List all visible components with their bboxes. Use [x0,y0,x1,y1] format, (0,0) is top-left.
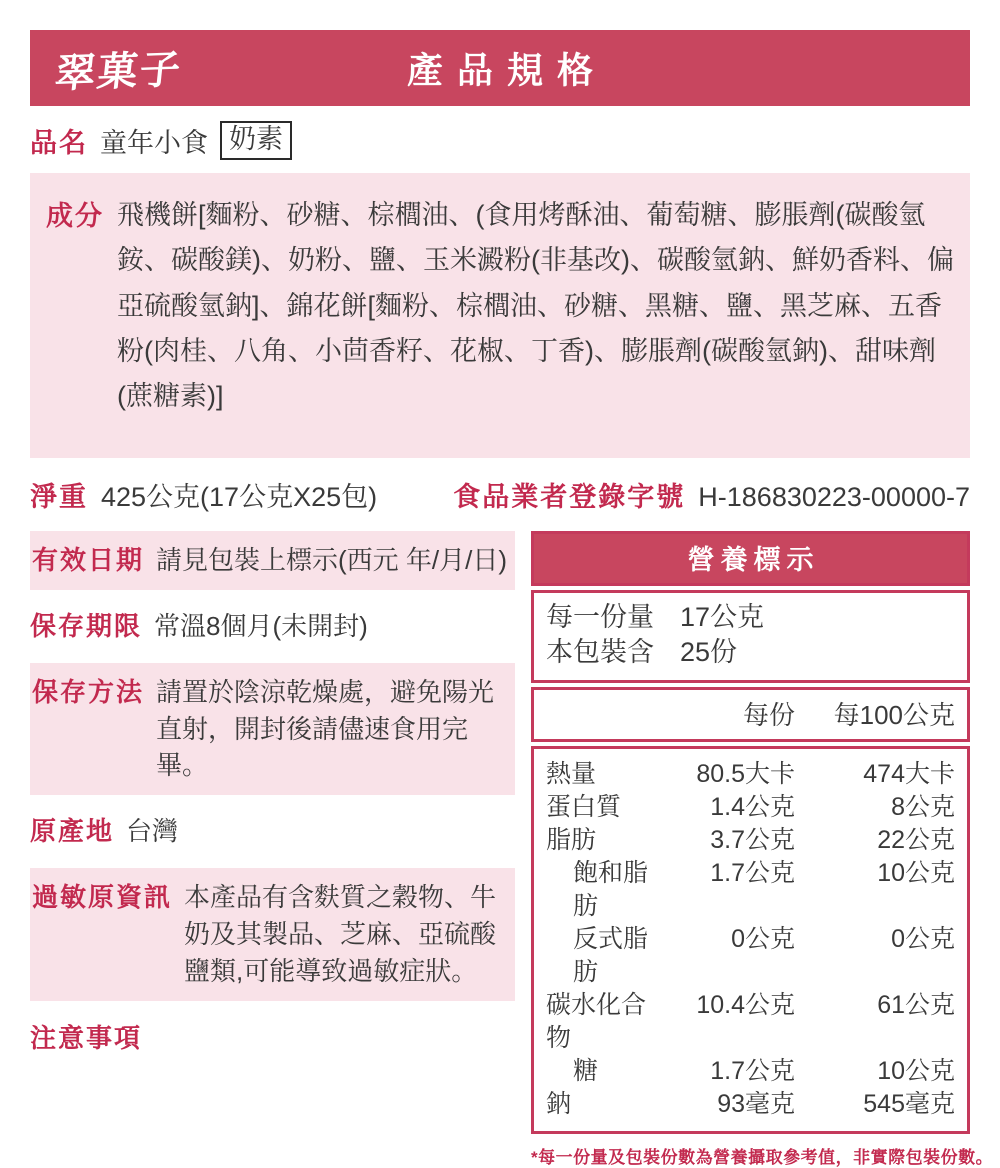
nutrient-per-serving: 1.7公克 [710,1057,795,1086]
brand-logo: 翠菓子 [52,45,185,97]
per-serving-header: 每份 [742,700,795,731]
serving-size-row [546,600,955,636]
registration-label: 食品業者登錄字號 [453,481,686,512]
expiry-date-row [30,531,515,590]
page-title: 產品規格 [406,49,608,91]
ingredients-section [30,173,970,458]
nutrient-per-serving: 0公克 [731,925,795,954]
table-row-trans-fat [546,923,955,989]
storage-method-row [30,663,515,796]
ingredients-label: 成分 [46,201,104,231]
allergen-info-value: 本產品有含麩質之穀物、牛奶及其製品、芝麻、亞硫酸鹽類,可能導致過敏症狀。 [184,882,497,987]
nutrient-per-100g: 61公克 [877,991,955,1020]
servings-per-pack-label: 本包裝含 [546,637,654,668]
nutrient-per-serving: 1.7公克 [710,859,795,888]
nutrient-name: 鈉 [546,1090,572,1119]
net-weight-label: 淨重 [30,481,88,512]
shelf-life-label: 保存期限 [30,610,143,641]
nutrient-name: 脂肪 [546,826,597,855]
header-banner [30,30,970,106]
shelf-life-row [30,597,515,656]
nutrient-per-serving: 3.7公克 [710,826,795,855]
product-name-value: 童年小食 [100,128,208,158]
storage-method-value: 請置於陰涼乾燥處，避免陽光直射，開封後請儘速食用完畢。 [156,676,495,781]
nutrient-per-100g: 8公克 [891,793,955,822]
origin-row [30,802,515,861]
expiry-date-label: 有效日期 [32,544,145,575]
table-row-protein [546,791,955,824]
nutrient-per-100g: 545毫克 [863,1090,955,1119]
registration-value: H-186830223-00000-7 [698,481,970,512]
servings-per-pack-row [546,635,955,671]
origin-label: 原產地 [30,816,115,847]
table-row-sodium [546,1088,955,1121]
two-column-area [30,531,994,1168]
nutrient-per-serving: 93毫克 [717,1090,795,1119]
table-row-fat [546,824,955,857]
nutrient-per-100g: 0公克 [891,925,955,954]
product-name-label: 品名 [30,128,88,158]
expiry-date-value: 請見包裝上標示(西元 年/月/日) [156,544,508,575]
nutrient-per-100g: 10公克 [877,859,955,888]
nutrient-per-100g: 474大卡 [863,760,955,789]
left-column [30,531,515,1168]
storage-method-label: 保存方法 [32,676,145,707]
allergen-info-label: 過敏原資訊 [32,882,173,913]
nutrient-name: 熱量 [546,760,597,789]
table-row-saturated-fat [546,857,955,923]
nutrient-name: 飽和脂肪 [573,859,649,921]
nutrient-name: 碳水化合物 [546,991,647,1053]
ingredients-value: 飛機餅[麵粉、砂糖、棕櫚油、(食用烤酥油、葡萄糖、膨脹劑(碳酸氫銨、碳酸鎂)、奶粉、鹽、玉米澱粉(非基改)、碳酸氫鈉、鮮奶香料、偏亞硫酸氫鈉]、錦花餅[麵粉、棕櫚油、砂糖、黑糖、鹽、黑芝麻、五香粉(肉桂、八角、小茴香籽、花椒、丁香)、膨脹劑(碳酸氫鈉)、甜味劑(蔗糖素)] [117,200,954,412]
product-name-row [30,106,970,173]
origin-value: 台灣 [126,816,179,847]
nutrition-footnote: *每一份量及包裝份數為營養攝取參考值，非實際包裝份數。 [531,1148,994,1168]
registration-number [453,475,970,514]
net-weight [30,475,377,514]
table-row-carbohydrate [546,989,955,1055]
nutrient-per-100g: 10公克 [877,1057,955,1086]
per-100g-header: 每100公克 [833,700,955,731]
net-weight-value: 425公克(17公克X25包) [101,481,378,512]
nutrient-per-100g: 22公克 [877,826,955,855]
weight-registration-row [30,458,970,527]
nutrient-name-header [546,695,667,732]
nutrition-column-headers [531,687,970,742]
table-row-sugar [546,1055,955,1088]
nutrient-per-serving: 1.4公克 [710,793,795,822]
nutrition-rows-box [531,746,970,1134]
nutrition-serving-box [531,590,970,683]
vegetarian-badge: 奶素 [220,121,292,159]
allergen-info-row [30,868,515,1001]
nutrition-column [531,531,994,1168]
nutrient-per-serving: 10.4公克 [696,991,795,1020]
nutrient-name: 糖 [573,1057,599,1086]
serving-size-label: 每一份量 [546,601,654,632]
nutrient-name: 反式脂肪 [573,925,649,987]
notes-row [30,1008,515,1065]
notes-label: 注意事項 [30,1022,143,1053]
nutrient-per-serving: 80.5大卡 [696,760,795,789]
shelf-life-value: 常溫8個月(未開封) [154,610,368,641]
serving-size-value: 17公克 [680,601,765,632]
nutrition-title: 營養標示 [531,531,970,586]
servings-per-pack-value: 25份 [680,637,738,668]
table-row-calories [546,758,955,791]
nutrient-name: 蛋白質 [546,793,622,822]
